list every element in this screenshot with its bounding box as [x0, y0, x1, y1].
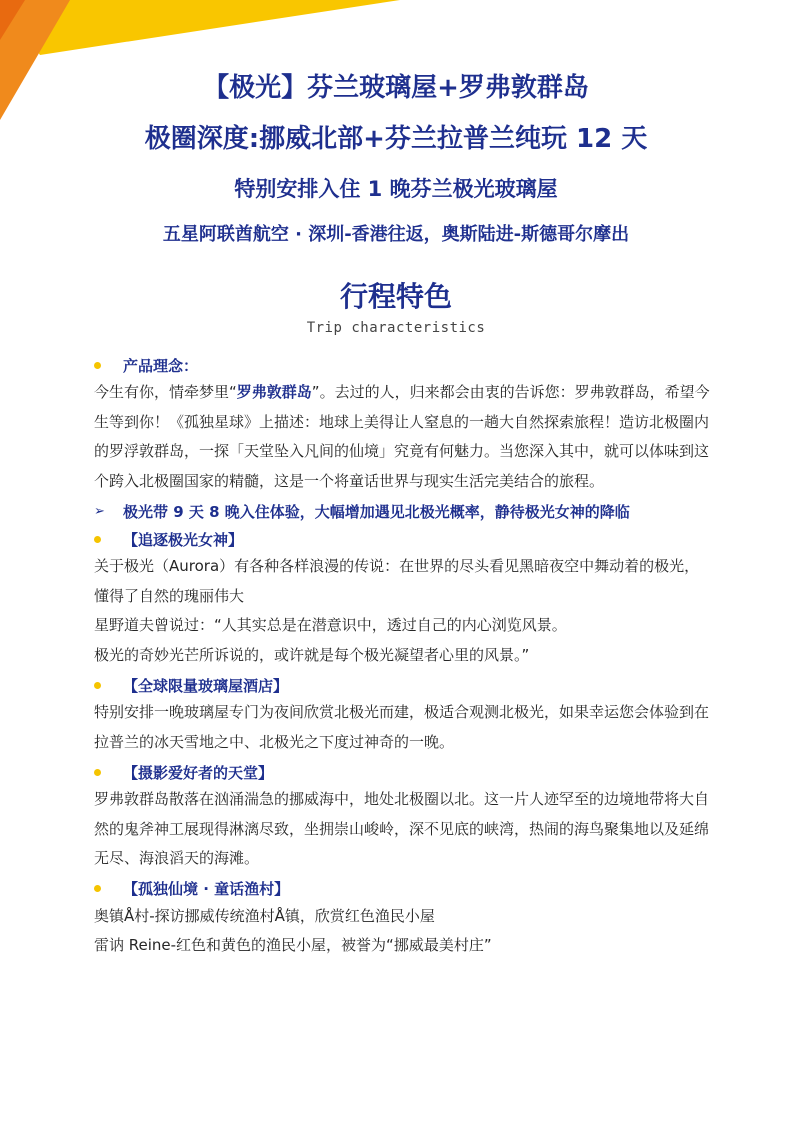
trip-features: [94, 350, 714, 961]
title-line-3: 特别安排入住 1 晚芬兰极光玻璃屋: [234, 177, 558, 201]
chase-paragraph-1: 关于极光（Aurora）有各种各样浪漫的传说：在世界的尽头看见黑暗夜空中舞动着的极光，懂得了自然的瑰丽伟大: [94, 557, 700, 605]
bullet-icon: [94, 769, 101, 776]
glass-heading: [94, 672, 714, 698]
photo-heading: [94, 759, 714, 785]
section-title: 行程特色: [339, 280, 452, 313]
chase-paragraph-3: 极光的奇妙光芒所诉说的，或许就是每个极光凝望者心里的风景。”: [94, 645, 530, 664]
heading-text: 【孤独仙境 · 童话渔村】: [123, 880, 290, 898]
heading-text: 产品理念：: [123, 356, 199, 375]
bullet-icon: [94, 362, 101, 369]
aurora-note-text: 极光带 9 天 8 晚入住体验，大幅增加遇见北极光概率，静待极光女神的降临: [123, 502, 630, 521]
glass-paragraph: 特别安排一晚玻璃屋专门为夜间欣赏北极光而建，极适合观测北极光，如果幸运您会体验到在拉普兰的冰天雪地之中、北极光之下度过神奇的一晚。: [94, 703, 710, 751]
chase-paragraph-2: 星野道夫曾说过：“人其实总是在潜意识中，透过自己的内心浏览风景。: [94, 616, 567, 634]
village-paragraph-1: 奥镇Å村-探访挪威传统渔村Å镇，欣赏红色渔民小屋: [94, 906, 435, 925]
arrow-icon: ➢: [94, 503, 105, 519]
title-line-4: 五星阿联酋航空 · 深圳-香港往返，奥斯陆进-斯德哥尔摩出: [162, 224, 630, 245]
concept-paragraph: [94, 378, 714, 496]
aurora-note: [94, 498, 714, 524]
title-line-2: 极圈深度:挪威北部+芬兰拉普兰纯玩 12 天: [144, 124, 648, 154]
village-heading: [94, 876, 714, 902]
village-paragraph-2: 雷讷 Reine-红色和黄色的渔民小屋，被誉为“挪威最美村庄”: [94, 936, 492, 954]
section-subtitle: Trip characteristics: [306, 320, 486, 336]
bullet-icon: [94, 682, 101, 689]
chase-heading: [94, 526, 714, 552]
heading-text: 【摄影爱好者的天堂】: [123, 763, 274, 782]
bullet-icon: [94, 885, 101, 892]
concept-text-start: 今生有你，情牵梦里“: [94, 383, 237, 401]
concept-heading: [94, 352, 714, 378]
bullet-icon: [94, 536, 101, 543]
corner-decoration: [0, 0, 400, 130]
photo-paragraph: 罗弗敦群岛散落在汹涌湍急的挪威海中，地处北极圈以北。这一片人迹罕至的边境地带将大自然的鬼斧神工展现得淋漓尽致，坐拥崇山峻岭，深不见底的峡湾，热闹的海鸟聚集地以及延绵无尽、海浪滔天的海滩。: [94, 790, 710, 867]
concept-text-end: ”。去过的人，归来都会由衷的告诉您：罗弗敦群岛，希望今生等到你！《孤独星球》上描述：地球上美得让人窒息的一趟大自然探索旅程！造访北极圈内的罗浮敦群岛，一探「天堂坠入凡间的仙境」究竟有何魅力。当您深入其中，就可以体味到这个跨入北极圈国家的精髓，这是一个将童话世界与现实生活完美结合的旅程。: [94, 383, 710, 490]
heading-text: 【追逐极光女神】: [123, 530, 244, 549]
concept-highlight: 罗弗敦群岛: [236, 383, 312, 401]
heading-text: 【全球限量玻璃屋酒店】: [123, 676, 289, 695]
title-line-1: 【极光】芬兰玻璃屋+罗弗敦群岛: [203, 73, 589, 103]
